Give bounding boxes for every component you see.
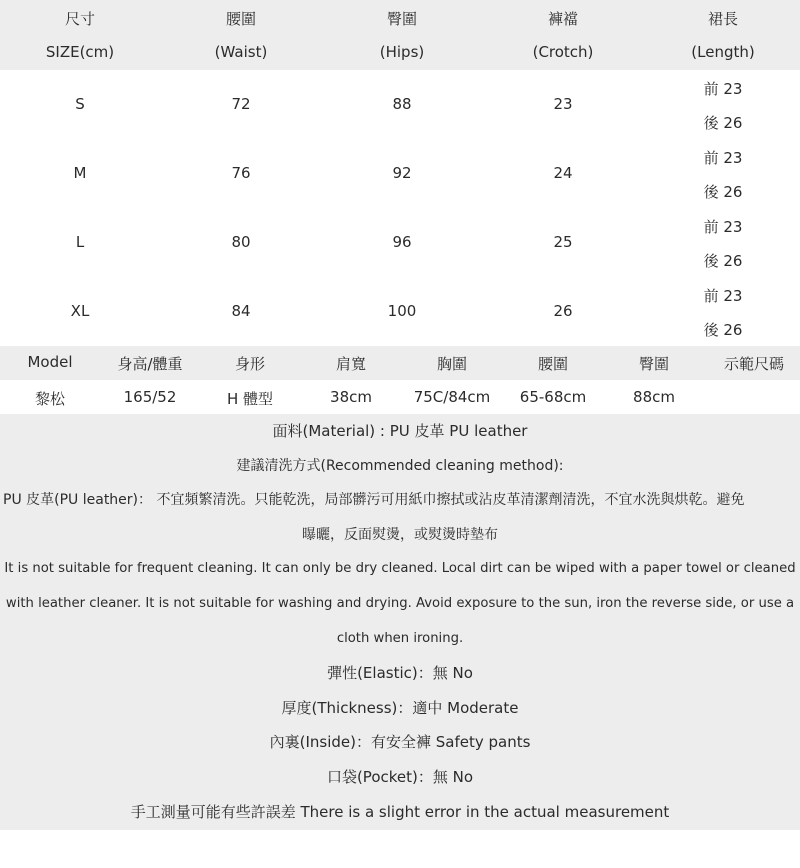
size-row-xl (0, 277, 800, 346)
model-header-model: Model (27, 353, 73, 371)
model-hips: 88cm (633, 388, 675, 406)
cleaning-zh-line-1: PU 皮革(PU leather)： 不宜頻繁清洗。只能乾洗，局部髒污可用紙巾擦拭或沾皮革清潔劑清洗，不宜水洗與烘乾。避免 (3, 492, 745, 509)
header-waist-zh: 腰圍 (225, 10, 257, 28)
header-size-en: SIZE(cm) (45, 43, 115, 61)
model-header-bust: 胸圍 (436, 355, 468, 373)
model-shoulder: 38cm (330, 388, 372, 406)
length-back-value: 後 26 (703, 252, 743, 270)
pocket-line: 口袋(Pocket)：無 No (326, 767, 474, 786)
hips-value: 92 (392, 164, 412, 182)
size-row-m (0, 139, 800, 208)
model-header-size-shown: 示範尺碼 (723, 355, 785, 373)
waist-value: 80 (231, 233, 251, 251)
header-waist-en: (Waist) (214, 43, 268, 61)
crotch-value: 23 (553, 95, 573, 113)
header-hips-zh: 臀圍 (386, 10, 418, 28)
model-header-body-shape: 身形 (234, 355, 266, 373)
size-row-l (0, 208, 800, 277)
size-label: XL (70, 302, 90, 320)
header-hips-en: (Hips) (379, 43, 425, 61)
header-length-en: (Length) (691, 43, 755, 61)
model-waist: 65-68cm (519, 388, 587, 406)
length-front-value: 前 23 (703, 80, 743, 98)
length-back-value: 後 26 (703, 114, 743, 132)
cleaning-title: 建議清洗方式(Recommended cleaning method): (236, 457, 564, 474)
model-table-row (0, 380, 800, 414)
inside-line: 內裏(Inside)：有安全褲 Safety pants (269, 733, 531, 752)
model-name: 黎松 (34, 390, 66, 408)
model-body-shape: H 體型 (226, 390, 274, 408)
model-header-shoulder: 肩寬 (335, 355, 367, 373)
cleaning-en-line-1: It is not suitable for frequent cleaning. It can only be dry cleaned. Local dirt can be wiped with a paper towel or cleaned (4, 561, 796, 577)
waist-value: 76 (231, 164, 251, 182)
hips-value: 88 (392, 95, 412, 113)
thickness-line: 厚度(Thickness)：適中 Moderate (281, 698, 519, 717)
hips-value: 96 (392, 233, 412, 251)
size-row-s (0, 70, 800, 139)
length-front-value: 前 23 (703, 287, 743, 305)
length-back-value: 後 26 (703, 321, 743, 339)
header-crotch-zh: 褲襠 (547, 10, 579, 28)
length-back-value: 後 26 (703, 183, 743, 201)
model-header-hips: 臀圍 (638, 355, 670, 373)
header-length-zh: 裙長 (707, 10, 739, 28)
size-label: M (73, 164, 87, 182)
model-header-height-weight: 身高/體重 (117, 355, 183, 373)
size-label: L (75, 233, 85, 251)
size-label: S (75, 95, 85, 113)
size-chart-header (0, 0, 800, 70)
length-front-value: 前 23 (703, 218, 743, 236)
measurement-note: 手工測量可能有些許誤差 There is a slight error in the actual measurement (130, 802, 670, 821)
hips-value: 100 (387, 302, 417, 320)
cleaning-en-line-3: cloth when ironing. (336, 630, 464, 646)
model-bust: 75C/84cm (413, 388, 491, 406)
model-table-header (0, 346, 800, 380)
crotch-value: 24 (553, 164, 573, 182)
product-info-section (0, 414, 800, 830)
waist-value: 72 (231, 95, 251, 113)
crotch-value: 25 (553, 233, 573, 251)
length-front-value: 前 23 (703, 149, 743, 167)
material-line: 面料(Material) : PU 皮革 PU leather (272, 422, 528, 440)
waist-value: 84 (231, 302, 251, 320)
crotch-value: 26 (553, 302, 573, 320)
model-height-weight: 165/52 (123, 388, 177, 406)
elastic-line: 彈性(Elastic)：無 No (327, 664, 473, 683)
cleaning-zh-line-2: 曝曬，反面熨燙，或熨燙時墊布 (302, 526, 498, 543)
cleaning-en-line-2: with leather cleaner. It is not suitable for washing and drying. Avoid exposure to the sun, iron the reverse side, or use a (5, 595, 795, 611)
model-header-waist: 腰圍 (537, 355, 569, 373)
header-crotch-en: (Crotch) (532, 43, 594, 61)
header-size-zh: 尺寸 (64, 10, 96, 28)
